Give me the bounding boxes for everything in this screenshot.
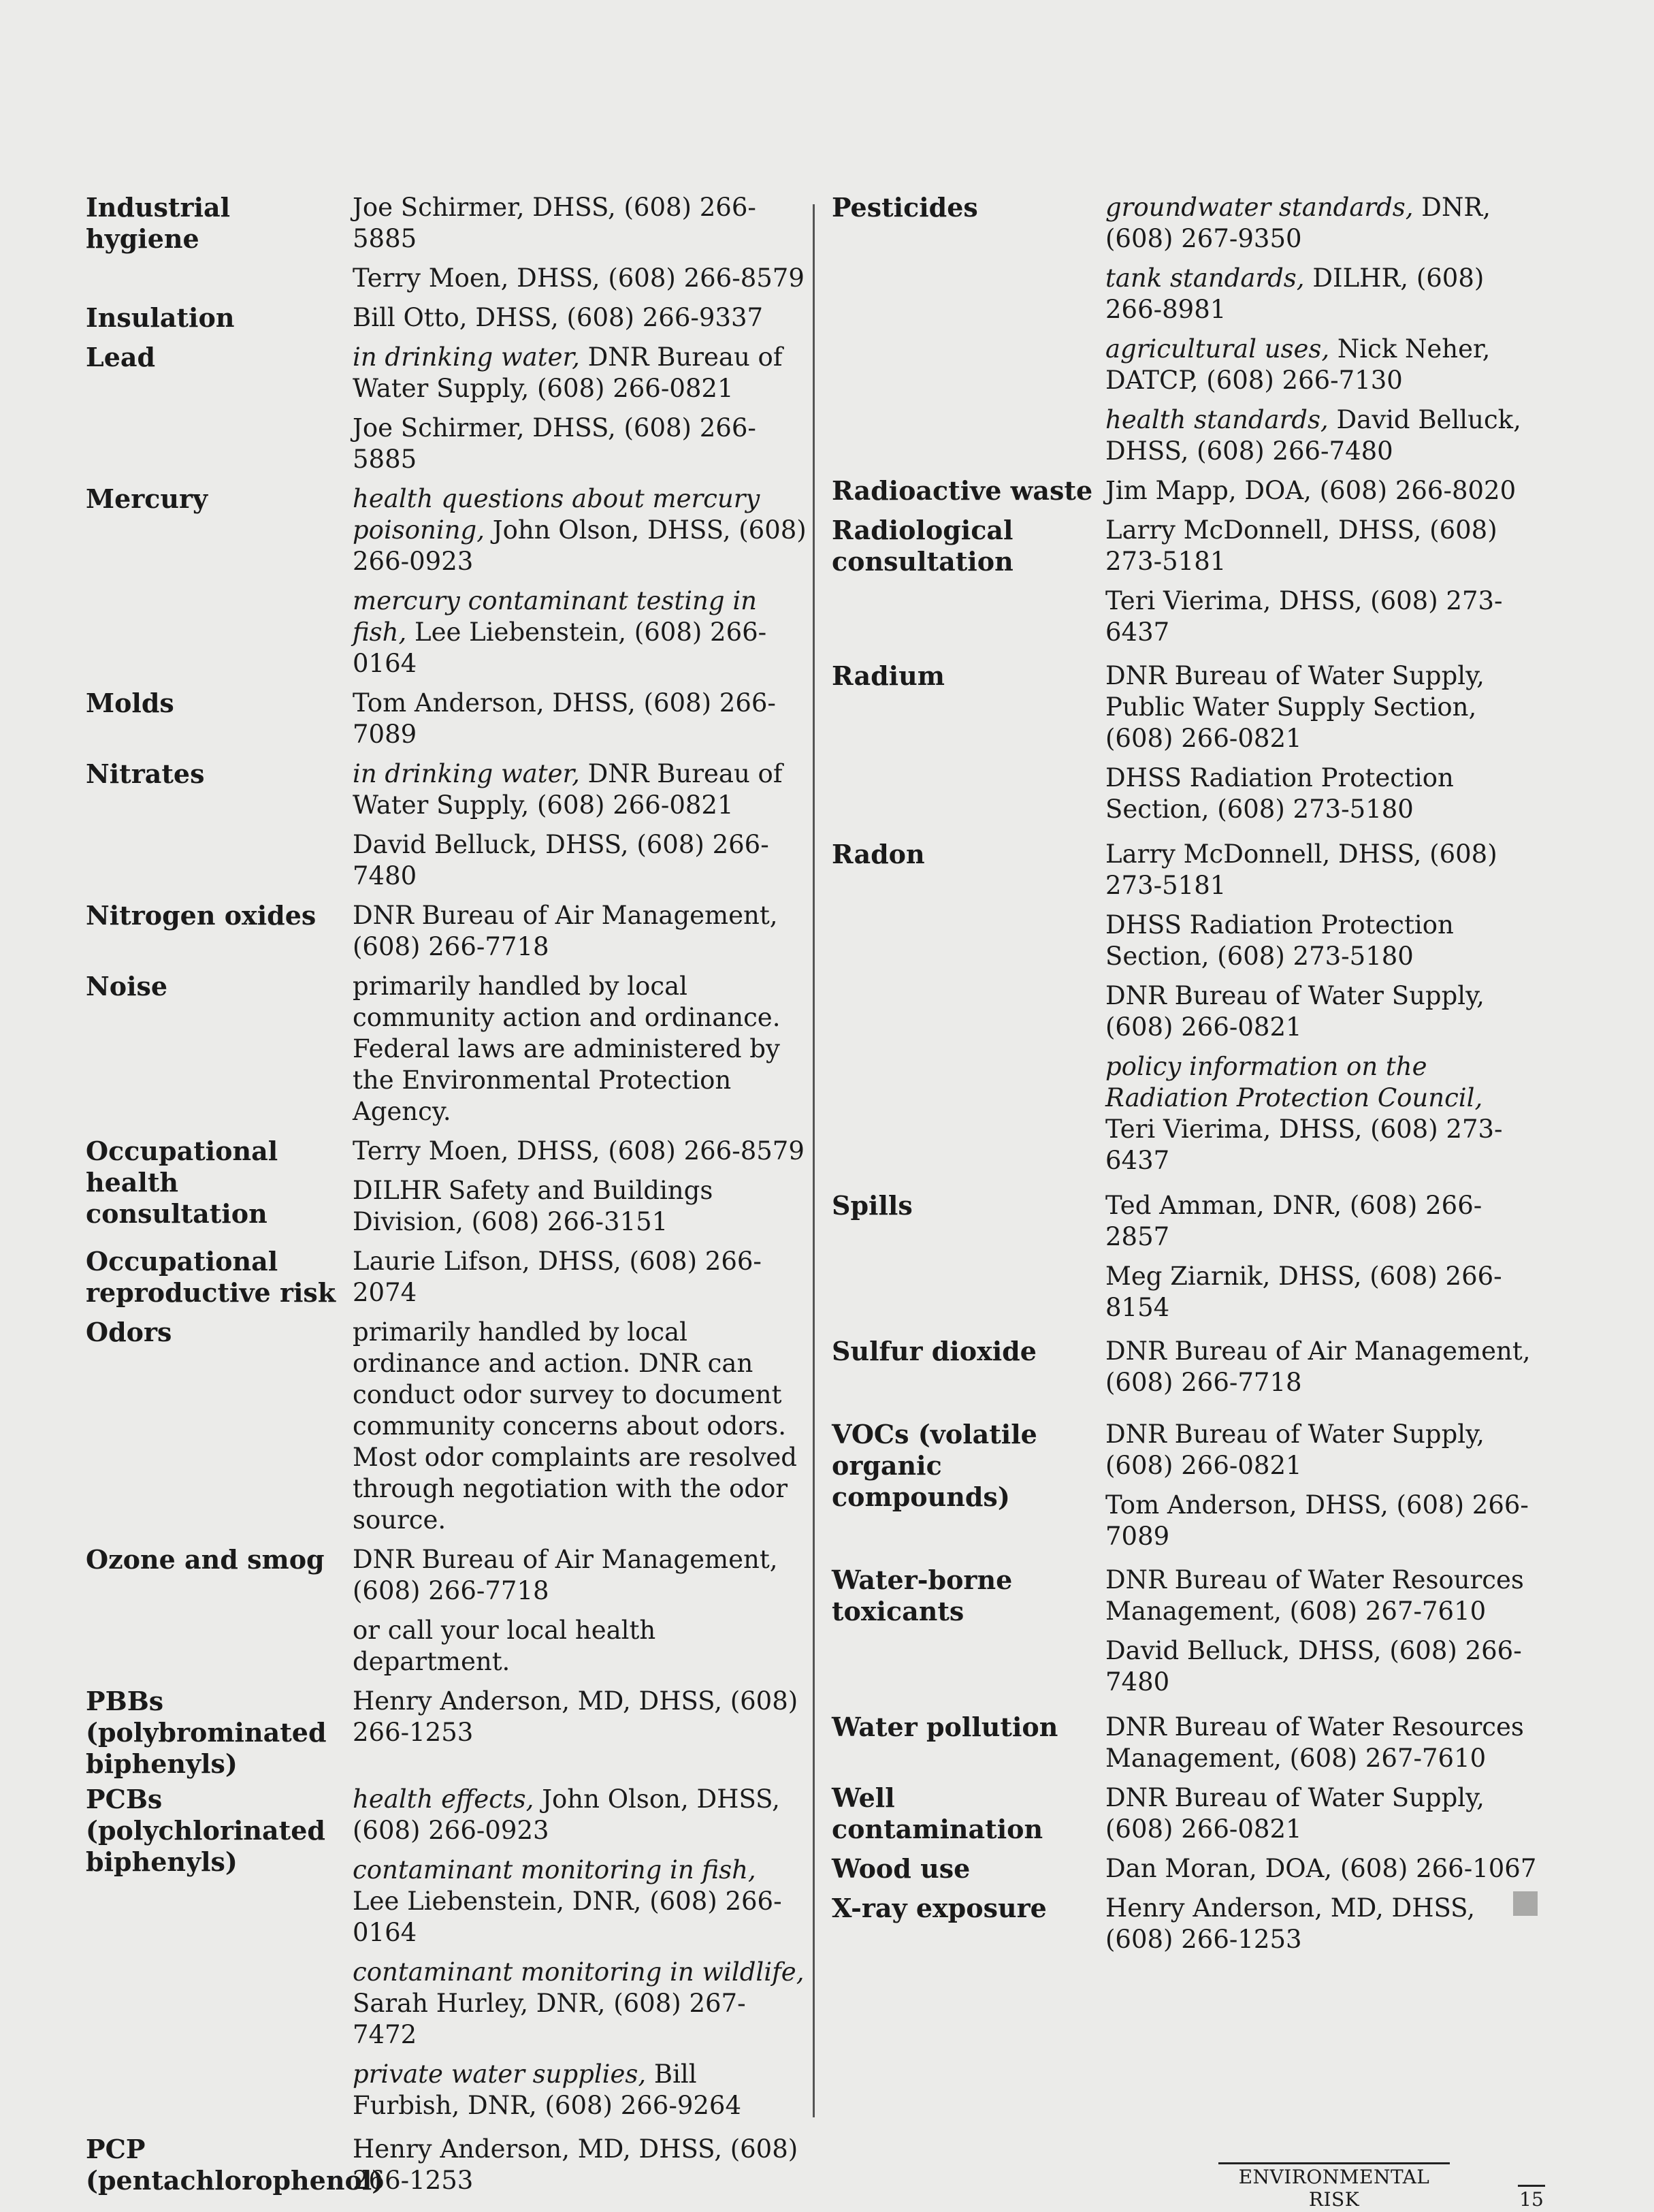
contact-line [353,1246,807,1309]
entry-contacts [353,900,807,971]
contact-line [353,900,807,963]
entry-contacts [353,1544,807,1686]
contact-line [1105,1853,1540,1885]
entry-term: Spills [832,1190,913,1221]
contact-line [1105,334,1540,396]
entry-contacts [353,971,807,1136]
directory-entry [86,1246,807,1317]
contact-line [353,829,807,892]
contact-text: primarily handled by local community action and ordinance. Federal laws are administered by the Environmental Protection Agency. [353,972,781,1126]
entry-contacts [1105,1853,1540,1893]
contact-text: Tom Anderson, DHSS, (608) 266-7089 [1105,1490,1529,1551]
entry-contacts [353,1317,807,1544]
contact-line [353,1686,807,1748]
contact-text: Bill Furbish, DNR, (608) 266-9264 [353,2059,742,2120]
entry-term: Odors [86,1317,172,1347]
contact-text: DNR Bureau of Water Supply, (608) 266-0821 [1105,1783,1485,1844]
entry-term: Sulfur dioxide [832,1336,1037,1366]
entry-contacts [1105,1190,1540,1332]
contact-text: DNR Bureau of Water Supply, (608) 266-0821 [1105,1420,1485,1480]
contact-text: Ted Amman, DNR, (608) 266-2857 [1105,1191,1482,1251]
directory-entry [86,688,807,758]
contact-line [353,1317,807,1536]
entry-contacts [353,688,807,758]
directory-entry [832,1782,1540,1853]
entry-term: Occupational reproductive risk [86,1246,336,1308]
entry-term: Ozone and smog [86,1544,325,1575]
entry-term: Occupational health consultation [86,1136,278,1229]
directory-entry [832,1712,1540,1782]
contact-line [353,483,807,577]
contact-text: Henry Anderson, MD, DHSS, (608) 266-1253 [353,1686,798,1747]
entry-contacts [353,342,807,483]
entry-contacts [353,1686,807,1780]
contact-text: DHSS Radiation Protection Section, (608) 273-5180 [1105,763,1454,824]
entry-contacts [353,302,807,342]
contact-text: Terry Moen, DHSS, (608) 266-8579 [353,263,805,293]
contact-line [353,758,807,821]
contact-text: Joe Schirmer, DHSS, (608) 266-5885 [353,413,756,474]
contact-line [1105,839,1540,901]
entry-term: Radium [832,660,945,691]
directory-entry [832,1419,1540,1560]
contact-line [1105,910,1540,972]
directory-entry [86,483,807,688]
contact-line [353,1175,807,1238]
entry-contacts [353,2134,807,2205]
contact-text: Terry Moen, DHSS, (608) 266-8579 [353,1136,805,1166]
entry-term: Radioactive waste [832,475,1093,506]
contact-line [353,192,807,255]
entry-contacts [353,1246,807,1317]
contact-text: Lee Liebenstein, DNR, (608) 266-0164 [353,1887,782,1947]
contact-line [353,2059,807,2121]
entry-contacts [353,1136,807,1246]
entry-contacts [1105,192,1540,475]
entry-term: Nitrogen oxides [86,900,317,931]
directory-entry [832,192,1540,475]
entry-term: Industrial hygiene [86,192,231,254]
contact-text: primarily handled by local ordinance and action. DNR can conduct odor survey to document community concerns about odors. Most odor complaints are resolved through negotiation with the odor source. [353,1317,797,1535]
entry-term: Wood use [832,1853,971,1884]
contact-line [1105,1419,1540,1481]
contact-text: DNR Bureau of Water Supply, (608) 266-0821 [1105,981,1485,1042]
contact-line [1105,1051,1540,1176]
contact-text: DNR Bureau of Water Supply, (608) 266-0821 [353,342,783,403]
contact-line [1105,1190,1540,1253]
directory-entry [86,1317,807,1544]
entry-term: Radiological consultation [832,515,1014,577]
contact-text: Larry McDonnell, DHSS, (608) 273-5181 [1105,515,1497,576]
directory-entry [86,342,807,483]
contact-text: DHSS Radiation Protection Section, (608) 273-5180 [1105,910,1454,971]
contact-line [1105,1635,1540,1698]
contact-line [1105,192,1540,255]
entry-term: Nitrates [86,758,205,789]
contact-line [353,586,807,679]
contact-line [353,2134,807,2196]
directory-entry [832,1336,1540,1407]
contact-text: DILHR, (608) 266-8981 [1105,263,1485,324]
contact-topic: in drinking water, [353,759,580,788]
entry-contacts [353,192,807,302]
contact-line [1105,1712,1540,1774]
contact-line [1105,660,1540,754]
entry-contacts [1105,1419,1540,1560]
contact-topic: contaminant monitoring in fish, [353,1855,756,1885]
contact-line [353,688,807,750]
directory-entry [86,900,807,971]
contact-topic: health effects, [353,1784,534,1814]
contact-line [1105,1261,1540,1324]
contact-line [353,263,807,294]
directory-entry [832,839,1540,1185]
left-column [86,192,807,2205]
contact-text: Henry Anderson, MD, DHSS, (608) 266-1253 [353,2134,798,2195]
contact-line [1105,980,1540,1043]
contact-text: Teri Vierima, DHSS, (608) 273-6437 [1105,586,1503,647]
contact-line [1105,263,1540,325]
contact-line [1105,1490,1540,1552]
entry-term: Water pollution [832,1712,1058,1742]
contact-text: or call your local health department. [353,1616,656,1676]
entry-contacts [1105,515,1540,656]
contact-text: DNR Bureau of Air Management, (608) 266-7718 [1105,1336,1531,1397]
contact-line [1105,515,1540,577]
contact-text: DNR Bureau of Water Supply, Public Water Supply Section, (608) 266-0821 [1105,661,1485,753]
contact-text: Teri Vierima, DHSS, (608) 273-6437 [1105,1115,1503,1175]
directory-entry [832,1565,1540,1706]
entry-term: PCBs (polychlorinated biphenyls) [86,1784,325,1877]
contact-line [353,302,807,334]
entry-term: Molds [86,688,174,718]
contact-text: Joe Schirmer, DHSS, (608) 266-5885 [353,193,756,253]
entry-term: VOCs (volatile organic compounds) [832,1419,1037,1512]
directory-entry [86,192,807,302]
directory-entry [86,2134,807,2205]
contact-line [1105,1782,1540,1845]
contact-line [1105,1565,1540,1627]
contact-text: DNR Bureau of Water Resources Management, (608) 267-7610 [1105,1712,1524,1773]
contact-text: Lee Liebenstein, (608) 266-0164 [353,618,767,678]
entry-term: Water-borne toxicants [832,1565,1013,1626]
contact-text: DNR Bureau of Air Management, (608) 266-7718 [353,1545,778,1605]
entry-contacts [1105,475,1540,515]
contact-topic: private water supplies, [353,2059,647,2089]
directory-entry [832,1190,1540,1332]
contact-text: David Belluck, DHSS, (608) 266-7480 [1105,1636,1522,1697]
entry-contacts [353,758,807,900]
contact-text: Larry McDonnell, DHSS, (608) 273-5181 [1105,839,1497,900]
entry-contacts [353,483,807,688]
entry-contacts [1105,1712,1540,1782]
entry-contacts [353,1784,807,2130]
footer-section-label: ENVIRONMENTAL RISK [1218,2162,1450,2211]
entry-contacts [1105,1893,1540,1963]
entry-term: Well contamination [832,1782,1043,1844]
directory-entry [832,660,1540,833]
page-number: 15 [1518,2185,1545,2211]
contact-topic: agricultural uses, [1105,334,1330,364]
contact-text: Jim Mapp, DOA, (608) 266-8020 [1105,476,1517,505]
contact-text: Henry Anderson, MD, DHSS, (608) 266-1253 [1105,1893,1475,1954]
contact-line [353,1784,807,1846]
directory-entry [86,758,807,900]
contact-topic: tank standards, [1105,263,1305,293]
contact-topic: mercury contaminant testing in fish, [353,586,757,647]
entry-term: Pesticides [832,192,978,223]
contact-text: Tom Anderson, DHSS, (608) 266-7089 [353,688,776,749]
contact-topic: policy information on the Radiation Protection Council, [1105,1052,1483,1112]
contact-text: David Belluck, DHSS, (608) 266-7480 [353,830,769,891]
contact-line [1105,475,1540,507]
contact-line [1105,763,1540,825]
directory-entry [86,1544,807,1686]
contact-text: DILHR Safety and Buildings Division, (608) 266-3151 [353,1176,713,1236]
entry-term: Noise [86,971,168,1001]
contact-line [353,413,807,475]
contact-line [1105,1893,1540,1955]
entry-contacts [1105,1336,1540,1407]
entry-term: Lead [86,342,156,372]
end-mark-square [1513,1891,1538,1916]
entry-term: Mercury [86,483,208,514]
entry-term: PBBs (polybrominated biphenyls) [86,1686,327,1779]
contact-line [353,342,807,404]
contact-text: John Olson, DHSS, (608) 266-0923 [353,1784,780,1845]
contact-text: Laurie Lifson, DHSS, (608) 266-2074 [353,1247,762,1307]
contact-line [353,1615,807,1678]
contact-text: DNR, (608) 267-9350 [1105,193,1491,253]
column-divider [813,204,815,2117]
directory-entry [832,1853,1540,1893]
right-column [832,192,1540,1963]
contact-line [353,1136,807,1167]
contact-line [353,1957,807,2051]
directory-entry [86,1136,807,1246]
entry-contacts [1105,660,1540,833]
entry-contacts [1105,1782,1540,1853]
directory-entry [832,1893,1540,1963]
contact-line [1105,1336,1540,1398]
contact-text: Meg Ziarnik, DHSS, (608) 266-8154 [1105,1262,1502,1322]
contact-text: DNR Bureau of Water Resources Management, (608) 267-7610 [1105,1565,1524,1626]
contact-text: Dan Moran, DOA, (608) 266-1067 [1105,1854,1537,1883]
contact-line [353,1855,807,1949]
contact-text: Bill Otto, DHSS, (608) 266-9337 [353,303,764,332]
contact-topic: health standards, [1105,405,1329,434]
contact-line [353,971,807,1127]
contact-topic: in drinking water, [353,342,580,372]
entry-term: Insulation [86,302,235,333]
directory-entry [86,1784,807,2130]
contact-topic: groundwater standards, [1105,193,1414,222]
contact-line [1105,404,1540,467]
contact-topic: contaminant monitoring in wildlife, [353,1957,805,1987]
contact-text: John Olson, DHSS, (608) 266-0923 [353,515,807,576]
entry-contacts [1105,1565,1540,1706]
contact-line [353,1544,807,1607]
contact-topic: health questions about mercury poisoning, [353,484,760,545]
contact-text: DNR Bureau of Water Supply, (608) 266-0821 [353,759,783,820]
entry-term: PCP (pentachlorophenol) [86,2134,385,2196]
contact-line [1105,586,1540,648]
contact-text: David Belluck, DHSS, (608) 266-7480 [1105,405,1521,466]
directory-entry [86,971,807,1136]
page-footer [1218,2162,1545,2211]
contact-text: Sarah Hurley, DNR, (608) 267-7472 [353,1989,746,2049]
entry-term: X-ray exposure [832,1893,1047,1923]
directory-entry [86,1686,807,1780]
directory-entry [832,515,1540,656]
contact-text: Nick Neher, DATCP, (608) 266-7130 [1105,334,1491,395]
directory-entry [86,302,807,342]
entry-term: Radon [832,839,925,869]
directory-entry [832,475,1540,515]
entry-contacts [1105,839,1540,1185]
contact-text: DNR Bureau of Air Management, (608) 266-7718 [353,901,778,961]
